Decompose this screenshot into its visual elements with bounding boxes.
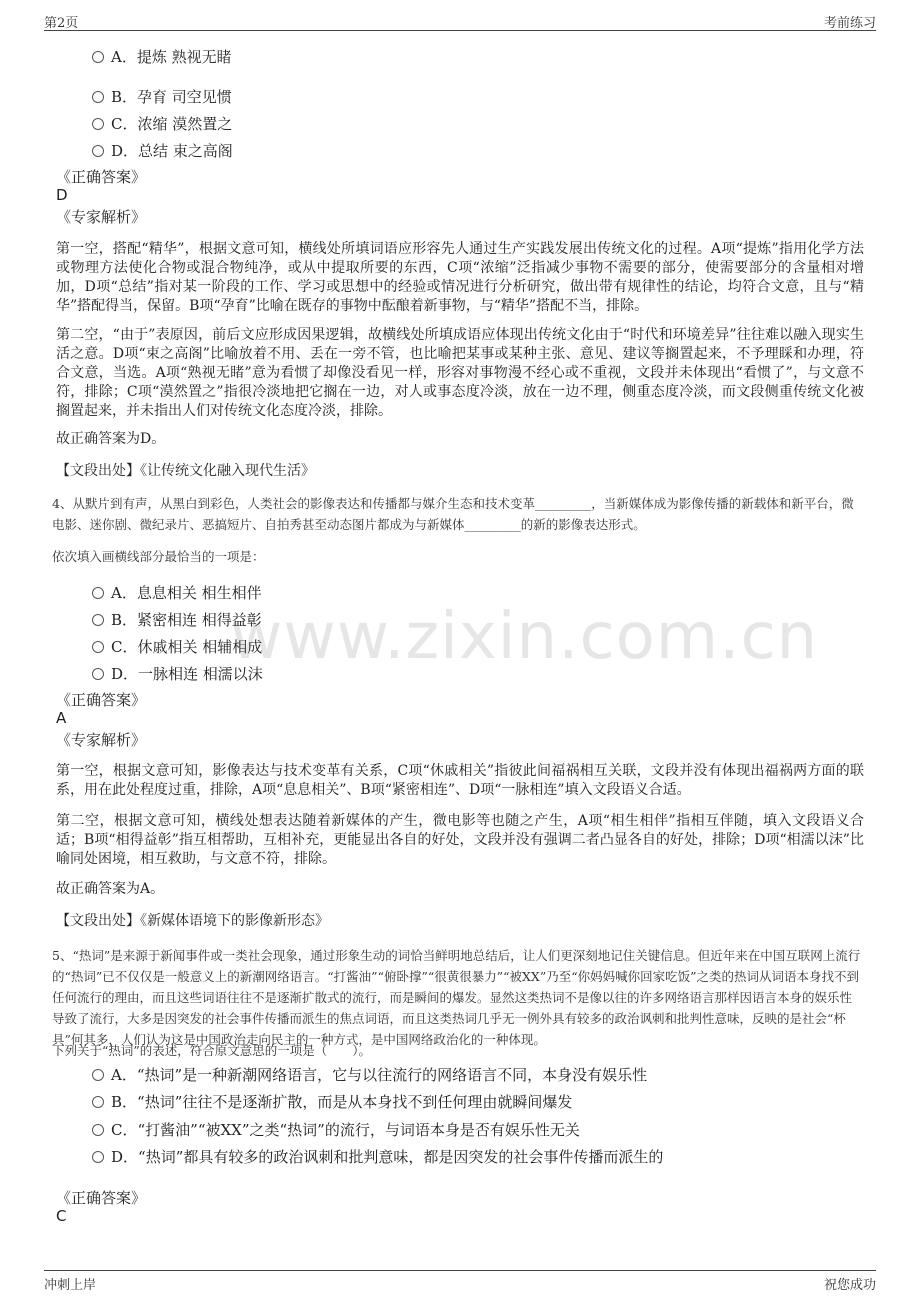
answer-value: D bbox=[56, 186, 68, 204]
radio-icon[interactable] bbox=[92, 91, 104, 103]
page-footer bbox=[44, 1270, 876, 1293]
question-text: 4、从默片到有声，从黑白到彩色，人类社会的影像表达和传播都与媒介生态和技术变革_________，当新媒体成为影像传播的新载体和新平台，微电影、迷你剧、微纪录片、恶搞短片、自拍秀甚至动态图片都成为与新媒体_________的新的影像表达形式。 bbox=[52, 496, 854, 532]
radio-icon[interactable] bbox=[92, 641, 104, 653]
answer-value: A bbox=[56, 709, 67, 727]
option-d[interactable] bbox=[92, 140, 233, 161]
option-label: C．浓缩 漠然置之 bbox=[111, 115, 233, 133]
analysis-paragraph: 第一空，搭配“精华”，根据文意可知，横线处所填词语应形容先人通过生产实践发展出传统文化的过程。A项“提炼”指用化学方法或物理方法使化合物或混合物纯净，或从中提取所要的东西，C项“浓缩”泛指减少事物不需要的部分，使需要部分的含量相对增加，D项“总结”指对某一阶段的工作、学习或思想中的经验或情况进行分析研究，做出带有规律性的结论，均符合文意，且与“精华”搭配得当，保留。B项“孕育”比喻在既存的事物中酝酿着新事物，与“精华”搭配不当，排除。 bbox=[56, 241, 864, 314]
option-label: A．“热词”是一种新潮网络语言，它与以往流行的网络语言不同，本身没有娱乐性 bbox=[111, 1066, 648, 1084]
answer-value: C bbox=[56, 1207, 67, 1225]
header-title: 考前练习 bbox=[823, 16, 876, 31]
option-label: B．“热词”往往不是逐渐扩散，而是从本身找不到任何理由就瞬间爆发 bbox=[111, 1093, 573, 1111]
analysis-label: 《专家解析》 bbox=[56, 208, 147, 226]
option-label: B．紧密相连 相得益彰 bbox=[111, 611, 262, 629]
radio-icon[interactable] bbox=[92, 1151, 104, 1163]
radio-icon[interactable] bbox=[92, 614, 104, 626]
option-d[interactable] bbox=[92, 663, 263, 684]
analysis-conclusion: 故正确答案为D。 bbox=[56, 431, 166, 447]
answer-label: 《正确答案》 bbox=[56, 1189, 147, 1207]
option-label: A．息息相关 相生相伴 bbox=[111, 584, 262, 602]
question-text: 5、“热词”是来源于新闻事件或一类社会现象，通过形象生动的词恰当鲜明地总结后，让人们更深刻地记住关键信息。但近年来在中国互联网上流行的“热词”已不仅仅是一般意义上的新潮网络语言。“打酱油”“俯卧撑”“很黄很暴力”“被XX”乃至“你妈妈喊你回家吃饭”之类的热词从词语本身找不到任何流行的理由，而且这些词语往往不是逐渐扩散式的流行，而是瞬间的爆发。显然这类热词不是像以往的许多网络语言那样因语言本身的娱乐性导致了流行，大多是因突发的社会事件传播而派生的焦点词语，而且这类热词几乎无一例外具有较多的政治讽刺和批判性意味，反映的是社会“杯具”何其多，人们认为这是中国政治走向民主的一种方式，是中国网络政治化的一种体现。 bbox=[52, 948, 861, 1047]
analysis-paragraph: 第一空，根据文意可知，影像表达与技术变革有关系，C项“休戚相关”指彼此间福祸相互关联，文段并没有体现出福祸两方面的联系，用在此处程度过重，排除，A项“息息相关”、B项“紧密相连”、D项“一脉相连”填入文段语义合适。 bbox=[56, 763, 864, 798]
radio-icon[interactable] bbox=[92, 1096, 104, 1108]
option-label: D．“热词”都具有较多的政治讽刺和批判意味，都是因突发的社会事件传播而派生的 bbox=[111, 1148, 664, 1166]
option-label: A．提炼 熟视无睹 bbox=[111, 48, 232, 66]
option-c[interactable] bbox=[92, 636, 262, 657]
analysis-paragraph: 第二空，“由于”表原因，前后文应形成因果逻辑，故横线处所填成语应体现出传统文化由于“时代和环境差异”往往难以融入现实生活之意。D项“束之高阁”比喻放着不用、丢在一旁不管，也比喻把某事或某种主张、意见、建议等搁置起来，不予理睬和办理，符合文意，当选。A项“熟视无睹”意为看惯了却像没看见一样，形容对事物漫不经心或不重视，文段并未体现出“看惯了”，与文意不符，排除；C项“漠然置之”指很冷淡地把它搁在一边，对人或事态度冷淡，放在一边不理，侧重态度冷淡，而文段侧重传统文化被搁置起来，并未指出人们对传统文化态度冷淡，排除。 bbox=[56, 327, 864, 419]
option-label: B．孕育 司空见惯 bbox=[111, 88, 232, 106]
question-prompt: 依次填入画横线部分最恰当的一项是： bbox=[52, 549, 265, 564]
source-citation: 【文段出处】《让传统文化融入现代生活》 bbox=[56, 463, 315, 479]
option-b[interactable] bbox=[92, 86, 232, 107]
option-d[interactable] bbox=[92, 1146, 663, 1167]
source-citation: 【文段出处】《新媒体语境下的影像新形态》 bbox=[56, 913, 329, 929]
radio-icon[interactable] bbox=[92, 587, 104, 599]
option-c[interactable] bbox=[92, 113, 232, 134]
watermark: www.zixin.com.cn bbox=[230, 600, 819, 674]
option-b[interactable] bbox=[92, 1091, 572, 1112]
radio-icon[interactable] bbox=[92, 1124, 104, 1136]
option-label: D．总结 束之高阁 bbox=[111, 142, 233, 160]
option-a[interactable] bbox=[92, 582, 262, 603]
analysis-paragraph: 第二空，根据文意可知，横线处想表达随着新媒体的产生，微电影等也随之产生，A项“相生相伴”指相互伴随，填入文段语义合适；B项“相得益彰”指互相帮助，互相补充，更能显出各自的好处，文段并没有强调二者凸显各自的好处，排除；D项“相濡以沫”比喻同处困境，相互救助，与文意不符，排除。 bbox=[56, 813, 864, 867]
radio-icon[interactable] bbox=[92, 145, 104, 157]
answer-label: 《正确答案》 bbox=[56, 168, 147, 186]
option-c[interactable] bbox=[92, 1119, 580, 1140]
option-label: D．一脉相连 相濡以沫 bbox=[111, 665, 263, 683]
radio-icon[interactable] bbox=[92, 118, 104, 130]
question-prompt: 下列关于“热词”的表述，符合原文意思的一项是（ ）。 bbox=[52, 1043, 372, 1058]
analysis-conclusion: 故正确答案为A。 bbox=[56, 881, 165, 897]
option-b[interactable] bbox=[92, 609, 262, 630]
radio-icon[interactable] bbox=[92, 668, 104, 680]
option-a[interactable] bbox=[92, 46, 232, 67]
option-label: C．“打酱油”“被XX”之类“热词”的流行，与词语本身是否有娱乐性无关 bbox=[111, 1121, 580, 1139]
footer-right: 祝您成功 bbox=[823, 1278, 876, 1293]
radio-icon[interactable] bbox=[92, 51, 104, 63]
radio-icon[interactable] bbox=[92, 1069, 104, 1081]
footer-left: 冲刺上岸 bbox=[44, 1278, 97, 1293]
page-number: 第2页 bbox=[44, 16, 79, 31]
analysis-label: 《专家解析》 bbox=[56, 731, 147, 749]
page-header bbox=[44, 10, 876, 31]
option-label: C．休戚相关 相辅相成 bbox=[111, 638, 263, 656]
answer-label: 《正确答案》 bbox=[56, 691, 147, 709]
option-a[interactable] bbox=[92, 1064, 647, 1085]
